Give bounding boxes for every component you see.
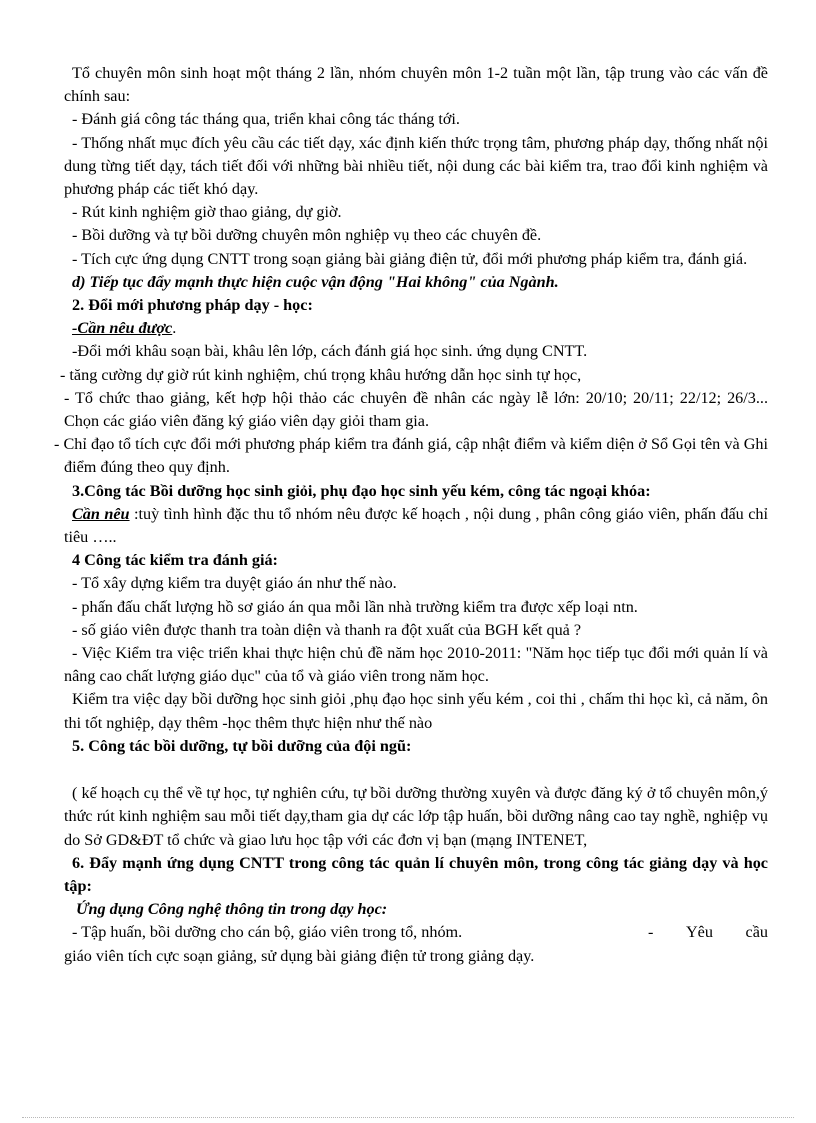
bullet-text: - Tập huấn, bồi dưỡng cho cán bộ, giáo viên trong tổ, nhóm. bbox=[72, 923, 463, 942]
paragraph: Kiểm tra việc dạy bồi dưỡng học sinh giỏi ,phụ đạo học sinh yếu kém , coi thi , chấm thi học kì, cả năm, ôn thi tốt nghiệp, dạy thêm -học thêm thực hiện như thế nào bbox=[64, 690, 768, 732]
bullet-item: - Đánh giá công tác tháng qua, triển khai công tác tháng tới. bbox=[72, 110, 460, 129]
page-footer-divider bbox=[22, 1117, 794, 1118]
bullet-item: - tăng cường dự giờ rút kinh nghiệm, chú trọng khâu hướng dẫn học sinh tự học, bbox=[60, 365, 582, 384]
paragraph-text: :tuỳ tình hình đặc thu tổ nhóm nêu được kế hoạch , nội dung , phân công giáo viên, phấn đấu chỉ tiêu ….. bbox=[64, 504, 769, 547]
section-heading-6: 6. Đẩy mạnh ứng dụng CNTT trong công tác quản lí chuyên môn, trong công tác giảng dạy và học tập: bbox=[64, 853, 768, 895]
bullet-item: - Tích cực ứng dụng CNTT trong soạn giảng bài giảng điện tử, đổi mới phương pháp kiểm tra, đánh giá. bbox=[72, 249, 748, 268]
bullet-item: - Việc Kiểm tra việc triển khai thực hiện chủ đề năm học 2010-2011: "Năm học tiếp tục đổi mới quản lí và nâng cao chất lượng giáo dục" của tổ và giáo viên trong năm học. bbox=[64, 644, 768, 686]
section-heading-d: d) Tiếp tục đẩy mạnh thực hiện cuộc vận động "Hai không" của Ngành. bbox=[72, 272, 559, 291]
section-heading-3: 3.Công tác Bồi dưỡng học sinh giỏi, phụ đạo học sinh yếu kém, công tác ngoại khóa: bbox=[72, 481, 651, 500]
subheading-can-neu-duoc bbox=[64, 317, 768, 340]
bullet-item: - Chỉ đạo tổ tích cực đổi mới phương pháp kiểm tra đánh giá, cập nhật điểm và kiểm diện ở Sổ Gọi tên và Ghi điểm đúng theo quy định. bbox=[54, 435, 768, 477]
subheading-cntt: Ứng dụng Công nghệ thông tin trong dạy học: bbox=[76, 900, 388, 919]
trailing-words bbox=[648, 921, 768, 944]
bullet-item: - Bồi dưỡng và tự bồi dưỡng chuyên môn nghiệp vụ theo các chuyên đề. bbox=[72, 226, 542, 245]
bullet-item: - Tổ xây dựng kiểm tra duyệt giáo án như thế nào. bbox=[72, 574, 397, 593]
section-heading-2: 2. Đổi mới phương pháp dạy - học: bbox=[72, 296, 313, 315]
can-neu-label: Cần nêu bbox=[72, 504, 130, 523]
document-page bbox=[54, 62, 769, 968]
paragraph bbox=[64, 503, 768, 549]
can-neu-duoc-label: -Cần nêu được bbox=[72, 319, 173, 338]
bullet-item: - Rút kinh nghiệm giờ thao giảng, dự giờ. bbox=[72, 203, 342, 222]
bullet-item: - số giáo viên được thanh tra toàn diện và thanh ra đột xuất của BGH kết quả ? bbox=[72, 620, 582, 639]
section-heading-5: 5. Công tác bồi dưỡng, tự bồi dưỡng của đội ngũ: bbox=[72, 736, 412, 755]
bullet-item: -Đổi mới khâu soạn bài, khâu lên lớp, cách đánh giá học sinh. ứng dụng CNTT. bbox=[72, 342, 588, 361]
bullet-item: - Tổ chức thao giảng, kết hợp hội thảo các chuyên đề nhân các ngày lễ lớn: 20/10; 20/11; 22/12; 26/3... Chọn các giáo viên đăng ký giáo viên dạy giỏi tham gia. bbox=[64, 388, 768, 431]
paragraph: Tổ chuyên môn sinh hoạt một tháng 2 lần, nhóm chuyên môn 1-2 tuần một lần, tập trung vào các vấn đề chính sau: bbox=[64, 64, 768, 106]
word: Yêu bbox=[685, 923, 713, 942]
bullet-item bbox=[64, 921, 768, 944]
period: . bbox=[172, 319, 177, 338]
section-heading-4: 4 Công tác kiểm tra đánh giá: bbox=[72, 551, 278, 570]
paragraph: ( kế hoạch cụ thể về tự học, tự nghiên cứu, tự bồi dưỡng thường xuyên và được đăng ký ở tổ chuyên môn,ý thức rút kinh nghiệm sau mỗi tiết dạy,tham gia dự các lớp tập huấn, bồi dưỡng nâng cao tay nghề, nghiệp vụ do Sở GD&ĐT tổ chức và giao lưu học tập với các đơn vị bạn (mạng INTENET, bbox=[64, 784, 768, 849]
word: cầu bbox=[745, 923, 768, 942]
spacer bbox=[64, 758, 768, 782]
bullet-item: - phấn đấu chất lượng hồ sơ giáo án qua mỗi lần nhà trường kiểm tra được xếp loại ntn. bbox=[72, 597, 638, 616]
dash: - bbox=[648, 923, 654, 942]
bullet-item: - Thống nhất mục đích yêu cầu các tiết dạy, xác định kiến thức trọng tâm, phương pháp dạy, thống nhất nội dung từng tiết dạy, tách tiết đối với những bài nhiều tiết, nội dung các bài kiểm tra, trao đổi kinh nghiệm và phương pháp các tiết khó dạy. bbox=[64, 133, 768, 199]
paragraph: giáo viên tích cực soạn giảng, sử dụng bài giảng điện tử trong giảng dạy. bbox=[64, 946, 535, 965]
